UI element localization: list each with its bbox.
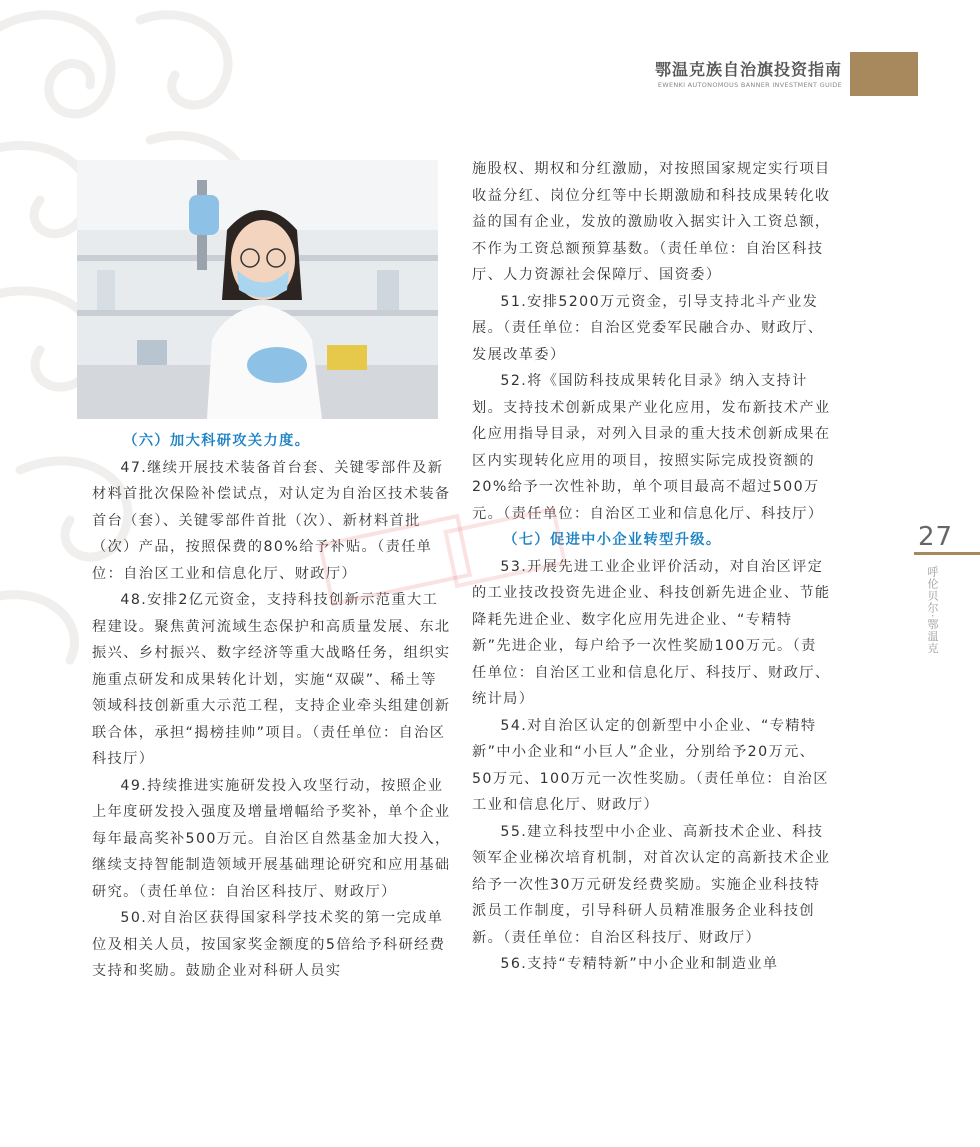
clause-50: 50.对自治区获得国家科学技术奖的第一完成单位及相关人员，按国家奖金额度的5倍给予科研经费支持和奖励。鼓励企业对科研人员实 [92, 910, 446, 979]
page-number-rule [914, 552, 980, 555]
clause-56: 56.支持“专精特新”中小企业和制造业单 [500, 956, 779, 972]
clause-51: 51.安排5200万元资金，引导支持北斗产业发展。（责任单位：自治区党委军民融合办、财政厅、发展改革委） [472, 293, 824, 363]
clause-53: 53.开展先进工业企业评价活动，对自治区评定的工业技改投资先进企业、科技创新先进企业、节能降耗先进企业、数字化应用先进企业、“专精特新”先进企业，每户给予一次性奖励100万元。（责任单位：自治区工业和信息化厅、科技厅、财政厅、统计局） [472, 558, 831, 707]
section-heading-7: （七）促进中小企业转型升级。 [503, 532, 722, 548]
page-number: 27 [918, 522, 954, 552]
clause-47: 47.继续开展技术装备首台套、关键零部件及新材料首批次保险补偿试点，对认定为自治区技术装备首台（套）、关键零部件首批（次）、新材料首批（次）产品，按照保费的80%给予补贴。（责任单位：自治区工业和信息化厅、财政厅） [92, 459, 451, 582]
clause-54: 54.对自治区认定的创新型中小企业、“专精特新”中小企业和“小巨人”企业，分别给予20万元、50万元、100万元一次性奖励。（责任单位：自治区工业和信息化厅、财政厅） [472, 717, 829, 813]
clause-48: 48.安排2亿元资金，支持科技创新示范重大工程建设。聚焦黄河流域生态保护和高质量发展、东北振兴、乡村振兴、数字经济等重大战略任务，组织实施重点研发和成果转化计划，实施“双碳”、稀土等领域科技创新重大示范工程，支持企业牵头组建创新联合体，承担“揭榜挂帅”项目。（责任单位：自治区科技厅） [92, 592, 451, 767]
header-subtitle: EWENKI AUTONOMOUS BANNER INVESTMENT GUIDE [657, 81, 842, 89]
clause-49: 49.持续推进实施研发投入攻坚行动，按照企业上年度研发投入强度及增量增幅给予奖补，单个企业每年最高奖补500万元。自治区自然基金加大投入，继续支持智能制造领域开展基础理论研究和应用基础研究。（责任单位：自治区科技厅、财政厅） [92, 777, 451, 900]
section-heading-6: （六）加大科研攻关力度。 [123, 433, 311, 449]
photo-illustration [77, 160, 438, 419]
header-title: 鄂温克族自治旗投资指南 [654, 60, 842, 79]
clause-55: 55.建立科技型中小企业、高新技术企业、科技领军企业梯次培育机制，对首次认定的高新技术企业给予一次性30万元研发经费奖励。实施企业科技特派员工作制度，引导科研人员精准服务企业科技创新。（责任单位：自治区科技厅、财政厅） [472, 823, 831, 946]
running-header [655, 60, 842, 89]
clause-52: 52.将《国防科技成果转化目录》纳入支持计划。支持技术创新成果产业化应用，发布新技术产业化应用指导目录，对列入目录的重大技术创新成果在区内实现转化应用的项目，按照实际完成投资额的20%给予一次性补助，单个项目最高不超过500万元。（责任单位：自治区工业和信息化厅、科技厅） [472, 373, 831, 522]
side-region-label: 呼伦贝尔·鄂温克 [926, 566, 939, 655]
header-color-block [850, 52, 918, 96]
lab-researcher-photo [77, 160, 438, 419]
watermark-stamp [265, 505, 595, 615]
clause-50-continued: 施股权、期权和分红激励，对按照国家规定实行项目收益分红、岗位分红等中长期激励和科技成果转化收益的国有企业，发放的激励收入据实计入工资总额，不作为工资总额预算基数。（责任单位：自治区科技厅、人力资源社会保障厅、国资委） [472, 161, 831, 283]
